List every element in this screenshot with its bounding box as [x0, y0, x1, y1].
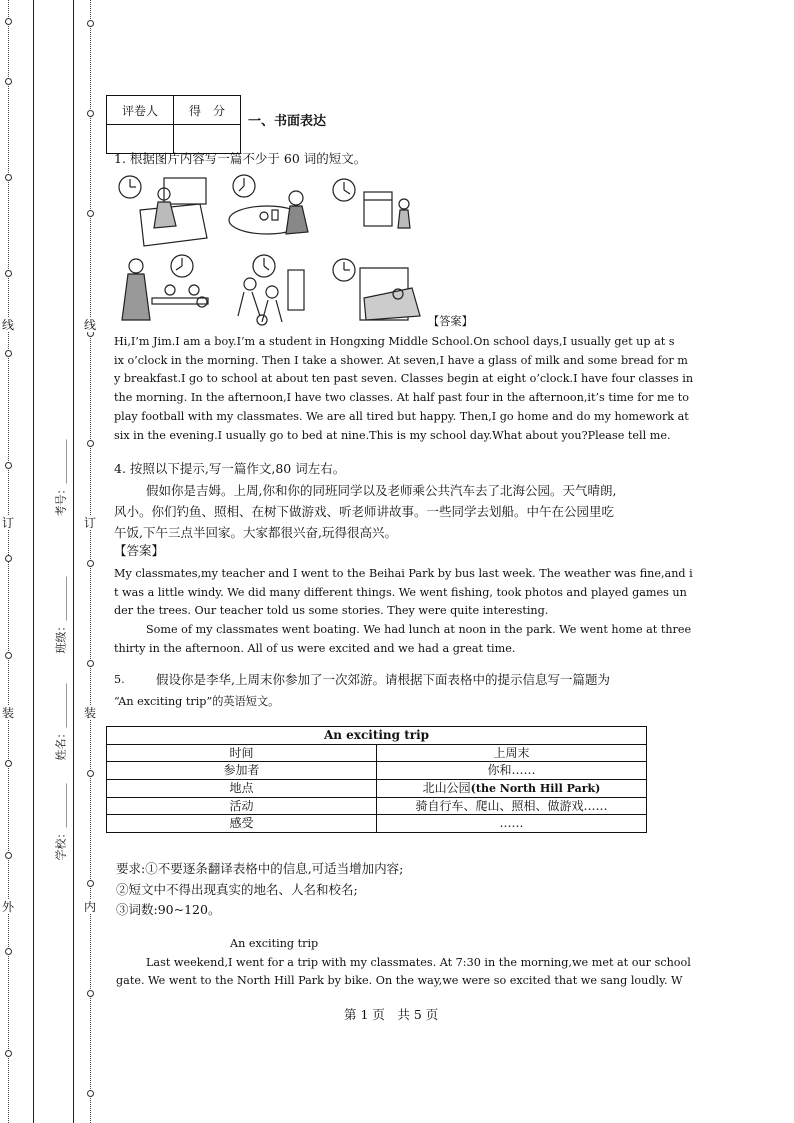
- table-row: [107, 762, 647, 780]
- table-label: 感受: [107, 815, 377, 833]
- table-value: ……: [377, 815, 647, 833]
- q4-answer-tag: 【答案】: [114, 543, 165, 558]
- margin-circle: [5, 18, 12, 25]
- score-table: [106, 95, 241, 154]
- q1-picture-sequence: [112, 170, 432, 330]
- answer-line: My classmates,my teacher and I went to the Beihai Park by bus last week. The weather was fine,and i: [114, 567, 693, 580]
- outer-char-xian: 线: [2, 318, 15, 332]
- table-value: 你和……: [377, 762, 647, 780]
- outer-char-wai: 外: [2, 900, 15, 914]
- q5-prompt-line1: 假设你是李华,上周末你参加了一次郊游。请根据下面表格中的提示信息写一篇题为: [156, 672, 610, 687]
- outer-char-ding: 订: [2, 516, 15, 530]
- margin-circle: [5, 948, 12, 955]
- table-value-en: (the North Hill Park): [470, 781, 601, 795]
- answer-line: six in the evening.I usually go to bed at nine.This is my school day.What about you?Please tell me.: [114, 428, 671, 442]
- table-value: 骑自行车、爬山、照相、做游戏……: [377, 797, 647, 815]
- score-label: 得 分: [174, 96, 241, 125]
- margin-circle: [87, 1090, 94, 1097]
- margin-circle: [5, 174, 12, 181]
- q5-essay-title: An exciting trip: [230, 937, 319, 950]
- answer-line: y breakfast.I go to school at about ten past seven. Classes begin at eight o’clock.I have four classes in: [114, 372, 694, 386]
- q4-hint-line: 假如你是吉姆。上周,你和你的同班同学以及老师乘公共汽车去了北海公园。天气晴朗,: [146, 483, 617, 498]
- margin-circle: [5, 350, 12, 357]
- answer-line: Hi,I’m Jim.I am a boy.I’m a student in Hongxing Middle School.On school days,I usually get up at s: [114, 335, 675, 348]
- clock-icon: [119, 176, 141, 198]
- field-name: 姓名：________: [54, 683, 68, 761]
- margin-circle: [87, 880, 94, 887]
- field-exam-number-label: 考号：: [54, 483, 68, 517]
- inner-char-zhuang: 装: [84, 706, 97, 720]
- margin-circle: [5, 270, 12, 277]
- outer-char-zhuang: 装: [2, 706, 15, 720]
- field-exam-number: 考号：________: [54, 439, 68, 517]
- margin-circle: [87, 20, 94, 27]
- inner-char-ding: 订: [84, 516, 97, 530]
- margin-circle: [5, 1050, 12, 1057]
- margin-circle: [5, 555, 12, 562]
- answer-line: Some of my classmates went boating. We had lunch at noon in the park. We went home at three: [146, 623, 692, 637]
- section-title: 一、书面表达: [248, 114, 327, 129]
- q4-hint-line: 午饭,下午三点半回家。大家都很兴奋,玩得很高兴。: [114, 525, 397, 540]
- margin-circle: [5, 78, 12, 85]
- answer-line: play football with my classmates. We are all tired but happy. Then,I go home and do my homework at: [114, 409, 689, 423]
- margin-circle: [5, 852, 12, 859]
- q1-prompt: 1. 根据图片内容写一篇不少于 60 词的短文。: [114, 151, 367, 166]
- inner-char-nei: 内: [84, 900, 97, 914]
- page-footer: 第 1 页 共 5 页: [344, 1007, 439, 1022]
- q5-requirement: ②短文中不得出现真实的地名、人名和校名;: [116, 882, 358, 897]
- margin-border-left: [33, 0, 34, 1123]
- q5-essay-line: Last weekend,I went for a trip with my classmates. At 7:30 in the morning,we met at our school: [146, 956, 691, 969]
- table-value-location: [377, 779, 647, 797]
- margin-circle: [87, 210, 94, 217]
- margin-border-right: [73, 0, 74, 1123]
- q5-prompt-line2: “An exciting trip”的英语短文。: [114, 695, 280, 708]
- margin-circle: [87, 560, 94, 567]
- field-class: 班级：________: [54, 576, 68, 654]
- table-row: [107, 815, 647, 833]
- field-name-label: 姓名：: [54, 727, 68, 761]
- q5-requirement: 要求:①不要逐条翻译表格中的信息,可适当增加内容;: [116, 861, 404, 876]
- table-row: [107, 797, 647, 815]
- table-label: 参加者: [107, 762, 377, 780]
- margin-circle: [5, 652, 12, 659]
- q5-info-table: [106, 726, 647, 833]
- margin-circle: [87, 770, 94, 777]
- table-label: 时间: [107, 744, 377, 762]
- field-school-label: 学校：: [54, 827, 68, 861]
- reviewer-label: 评卷人: [107, 96, 174, 125]
- answer-line: der the trees. Our teacher told us some stories. They were quite interesting.: [114, 604, 549, 618]
- q4-hint-line: 风小。你们钓鱼、照相、在树下做游戏、听老师讲故事。一些同学去划船。中午在公园里吃: [114, 504, 615, 519]
- table-row: [107, 779, 647, 797]
- table-label: 活动: [107, 797, 377, 815]
- field-class-label: 班级：: [54, 620, 68, 654]
- margin-circle: [87, 660, 94, 667]
- margin-circle: [5, 462, 12, 469]
- table-value: 上周末: [377, 744, 647, 762]
- q5-requirement: ③词数:90~120。: [116, 902, 221, 917]
- margin-circle: [87, 990, 94, 997]
- table-label: 地点: [107, 779, 377, 797]
- answer-line: thirty in the afternoon. All of us were excited and we had a great time.: [114, 641, 516, 655]
- table-value: 北山公园: [422, 780, 471, 795]
- q4-prompt: 4. 按照以下提示,写一篇作文,80 词左右。: [114, 461, 346, 476]
- margin-circle: [87, 440, 94, 447]
- margin-circle: [87, 110, 94, 117]
- q5-essay-line: gate. We went to the North Hill Park by bike. On the way,we were so excited that we sang loudly. W: [116, 974, 683, 987]
- q5-number: 5.: [114, 673, 125, 686]
- table-row: [107, 744, 647, 762]
- answer-line: ix o’clock in the morning. Then I take a shower. At seven,I have a glass of milk and some bread for m: [114, 353, 688, 367]
- answer-line: t was a little windy. We did many different things. We went fishing, took photos and played games un: [114, 585, 687, 599]
- inner-char-xian: 线: [84, 318, 97, 332]
- margin-circle: [5, 760, 12, 767]
- q1-answer-tag: 【答案】: [428, 315, 473, 328]
- field-school: 学校：________: [54, 783, 68, 861]
- q5-table-title: An exciting trip: [107, 727, 647, 745]
- answer-line: the morning. In the afternoon,I have two classes. At half past four in the afternoon,it’s time for me to: [114, 391, 689, 405]
